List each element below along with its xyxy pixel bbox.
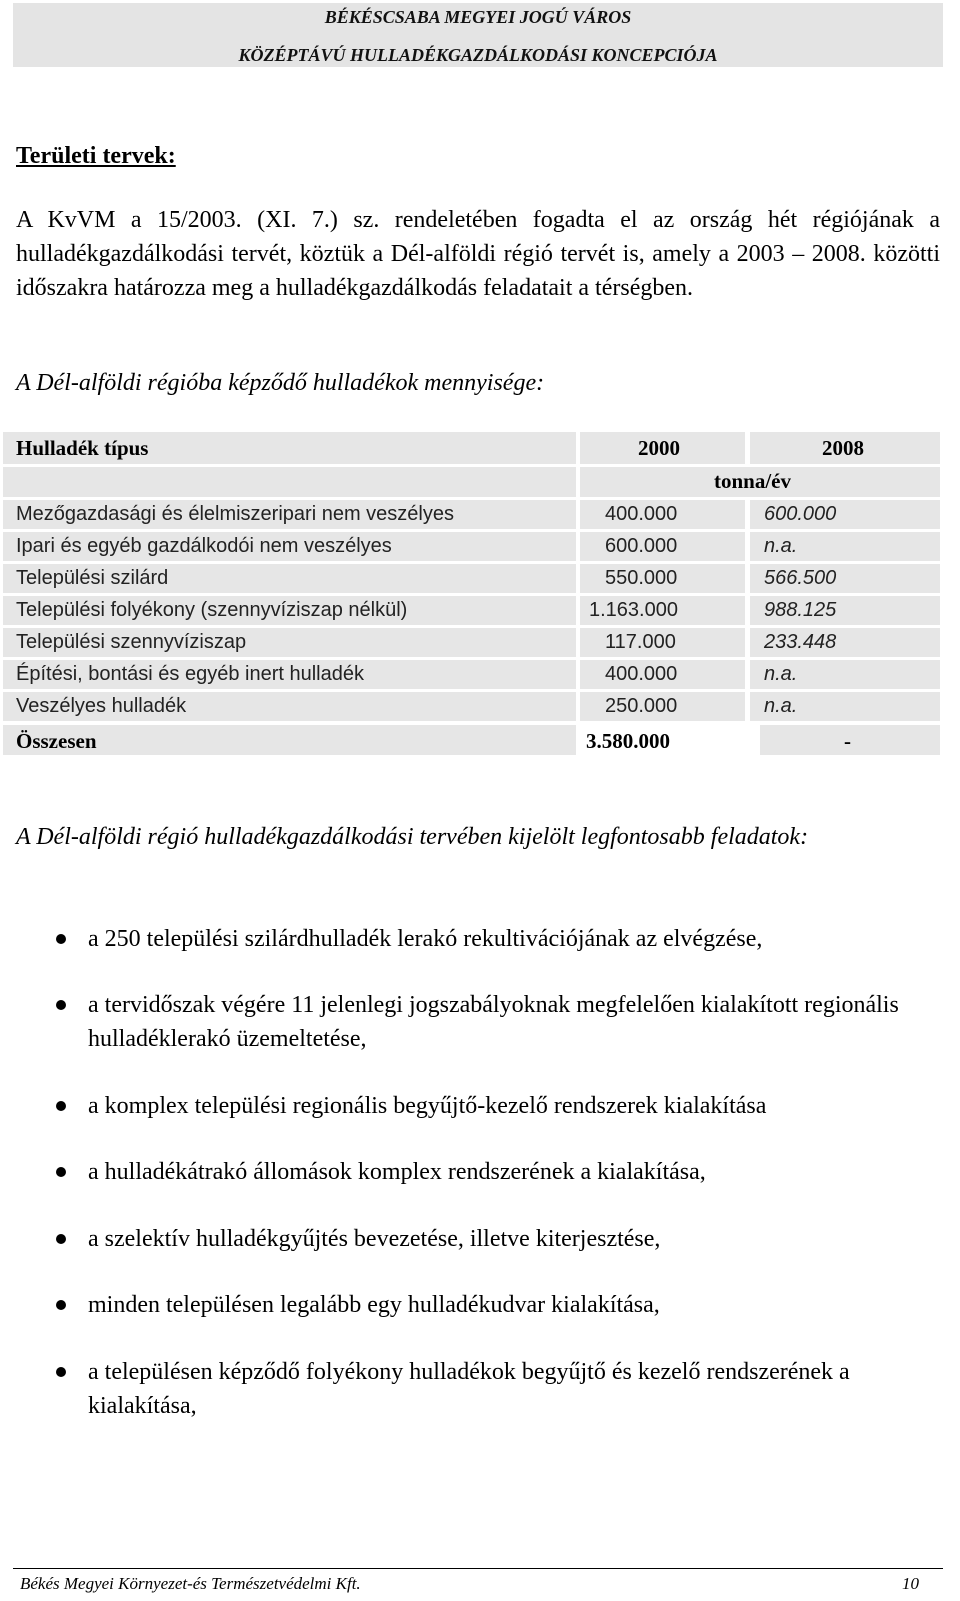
- row-value-2000: 1.163.000: [589, 599, 678, 621]
- list-item: a 250 települési szilárdhulladék lerakó rekultivációjának az elvégzése,: [88, 926, 763, 952]
- bullet-icon: [56, 1300, 66, 1310]
- list-item: a komplex települési regionális begyűjtő-kezelő rendszerek kialakítása: [88, 1093, 767, 1119]
- row-type: Települési folyékony (szennyvíziszap nélkül): [16, 599, 408, 621]
- row-value-2000: 117.000: [605, 631, 676, 653]
- page-number: 10: [902, 1574, 919, 1593]
- bullet-icon: [56, 934, 66, 944]
- row-value-2000: 400.000: [605, 503, 678, 525]
- footer-organization: Békés Megyei Környezet-és Természetvédelmi Kft.: [20, 1574, 361, 1593]
- list-item: a hulladékátrakó állomások komplex rendszerének a kialakítása,: [88, 1159, 706, 1185]
- bullet-icon: [56, 1101, 66, 1111]
- row-value-2008: 988.125: [764, 599, 837, 621]
- table-title: A Dél-alföldi régióba képződő hulladékok mennyisége:: [16, 370, 545, 396]
- list-item: a szelektív hulladékgyűjtés bevezetése, illetve kiterjesztése,: [88, 1226, 661, 1252]
- row-type: Építési, bontási és egyéb inert hulladék: [16, 663, 364, 685]
- row-value-2008: 566.500: [764, 567, 837, 589]
- footer-divider: [13, 1568, 943, 1569]
- row-type: Mezőgazdasági és élelmiszeripari nem veszélyes: [16, 503, 454, 525]
- tasks-title: A Dél-alföldi régió hulladékgazdálkodási tervében kijelölt legfontosabb feladatok:: [16, 824, 809, 850]
- row-type: Települési szilárd: [16, 567, 169, 589]
- list-item: a településen képződő folyékony hulladékok begyűjtő és kezelő rendszerének a kialakítása,: [88, 1359, 850, 1419]
- row-type: Települési szennyvíziszap: [16, 631, 247, 653]
- row-value-2000: 600.000: [605, 535, 678, 557]
- section-title: Területi tervek:: [16, 143, 176, 169]
- total-label: Összesen: [16, 729, 97, 753]
- total-value-2000: 3.580.000: [586, 729, 670, 753]
- bullet-icon: [56, 1234, 66, 1244]
- column-header-type: Hulladék típus: [16, 436, 149, 460]
- unit-row-left: [3, 467, 576, 497]
- row-value-2008: 600.000: [764, 503, 837, 525]
- list-item: minden településen legalább egy hulladékudvar kialakítása,: [88, 1292, 660, 1318]
- column-header-2008: 2008: [822, 436, 864, 460]
- row-value-2008: n.a.: [764, 535, 798, 557]
- bullet-icon: [56, 1000, 66, 1010]
- bullet-icon: [56, 1167, 66, 1177]
- intro-paragraph: A KvVM a 15/2003. (XI. 7.) sz. rendeletében fogadta el az ország hét régiójának a hulladékgazdálkodási tervét, köztük a Dél-alföldi régió tervét is, amely a 2003 – 2008. közötti időszakra határozza meg a hulladékgazdálkodás feladatait a térségben.: [16, 207, 940, 301]
- row-value-2008: 233.448: [764, 631, 837, 653]
- row-value-2008: n.a.: [764, 663, 798, 685]
- header-line-2: KÖZÉPTÁVÚ HULLADÉKGAZDÁLKODÁSI KONCEPCIÓJA: [238, 45, 718, 65]
- row-value-2000: 400.000: [605, 663, 678, 685]
- row-type: Veszélyes hulladék: [16, 695, 187, 717]
- row-value-2008: n.a.: [764, 695, 798, 717]
- bullet-icon: [56, 1367, 66, 1377]
- list-item: a tervidőszak végére 11 jelenlegi jogszabályoknak megfelelően kialakított regionális hulladéklerakó üzemeltetése,: [88, 992, 899, 1052]
- total-value-2008: -: [844, 729, 851, 753]
- column-header-2000: 2000: [638, 436, 680, 460]
- row-value-2000: 550.000: [605, 567, 678, 589]
- page-header: [13, 3, 943, 67]
- row-type: Ipari és egyéb gazdálkodói nem veszélyes: [16, 535, 392, 557]
- unit-label: tonna/év: [714, 469, 792, 493]
- header-line-1: BÉKÉSCSABA MEGYEI JOGÚ VÁROS: [324, 7, 632, 27]
- row-value-2000: 250.000: [605, 695, 678, 717]
